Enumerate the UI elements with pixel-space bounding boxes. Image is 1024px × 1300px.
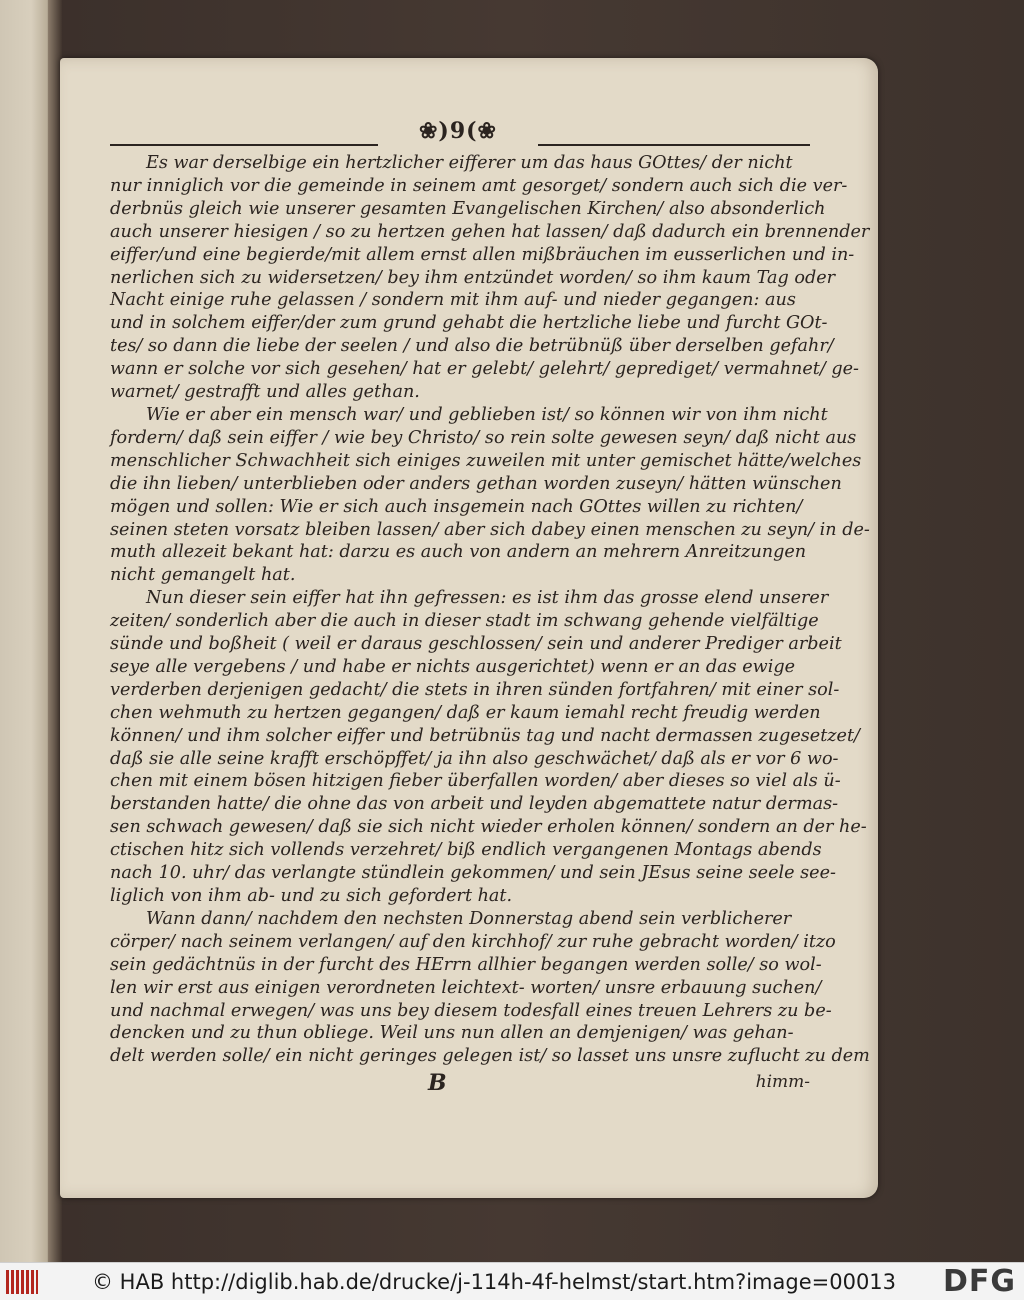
text-line: nach 10. uhr/ das verlangte stündlein gekommen/ und sein JEsus seine seele see- bbox=[110, 863, 836, 884]
body-text bbox=[110, 152, 870, 1068]
text-line: Es war derselbige ein hertzlicher eifferer um das haus GOttes/ der nicht bbox=[146, 153, 793, 173]
paragraph bbox=[110, 587, 867, 908]
text-line: seye alle vergebens / und habe er nichts ausgerichtet) wenn er an das ewige bbox=[110, 656, 796, 677]
text-line: Wann dann/ nachdem den nechsten Donnerstag abend sein verblicherer bbox=[146, 908, 792, 929]
header-rule-right bbox=[538, 144, 810, 146]
text-line: chen mit einem bösen hitzigen fieber überfallen worden/ aber dieses so viel als ü- bbox=[110, 771, 841, 792]
text-line: seinen steten vorsatz bleiben lassen/ aber sich dabey einen menschen zu seyn/ in de- bbox=[110, 519, 870, 540]
text-line: nicht gemangelt hat. bbox=[110, 565, 296, 586]
text-line: Nacht einige ruhe gelassen / sondern mit ihm auf- und nieder gegangen: aus bbox=[110, 290, 796, 311]
text-line: dencken und zu thun obliege. Weil uns nun allen an demjenigen/ was gehan- bbox=[110, 1023, 794, 1044]
text-line: eiffer/und eine begierde/mit allem ernst allen mißbräuchen im eusserlichen und in- bbox=[110, 244, 855, 265]
text-line: cörper/ nach seinem verlangen/ auf den kirchhof/ zur ruhe gebracht worden/ itzo bbox=[110, 931, 836, 952]
text-line: fordern/ daß sein eiffer / wie bey Christo/ so rein solte gewesen seyn/ daß nicht aus bbox=[110, 427, 857, 448]
page-foot bbox=[110, 1070, 810, 1096]
text-line: verderben derjenigen gedacht/ die stets in ihren sünden fortfahren/ mit einer sol- bbox=[110, 679, 840, 700]
text-line: Nun dieser sein eiffer hat ihn gefressen: es ist ihm das grosse elend unserer bbox=[146, 588, 829, 609]
catchword: himm- bbox=[755, 1072, 810, 1093]
viewer-footer bbox=[0, 1262, 1024, 1300]
text-line: nur inniglich vor die gemeinde in seinem amt gesorget/ sondern auch sich die ver- bbox=[110, 175, 848, 196]
text-line: sünde und boßheit ( weil er daraus geschlossen/ sein und anderer Prediger arbeit bbox=[110, 634, 842, 655]
paragraph bbox=[110, 908, 870, 1068]
signature-mark: B bbox=[428, 1070, 447, 1097]
text-line: liglich von ihm ab- und zu sich gefordert hat. bbox=[110, 886, 513, 906]
paragraph bbox=[110, 152, 870, 404]
text-line: die ihn lieben/ unterblieben oder anders gethan worden zuseyn/ hätten wünschen bbox=[110, 473, 842, 494]
text-line: auch unserer hiesigen / so zu hertzen gehen hat lassen/ daß dadurch ein brennender bbox=[110, 221, 870, 242]
text-line: delt werden solle/ ein nicht geringes gelegen ist/ so lasset uns unsre zuflucht zu dem bbox=[110, 1046, 870, 1067]
left-page-edge bbox=[0, 0, 52, 1262]
paragraph bbox=[110, 404, 870, 587]
page-header bbox=[110, 114, 810, 148]
dfg-logo: DFG bbox=[942, 1264, 1016, 1299]
text-line: len wir erst aus einigen verordneten leichtext- worten/ unsre erbauung suchen/ bbox=[110, 977, 822, 998]
text-line: und in solchem eiffer/der zum grund gehabt die hertzliche liebe und furcht GOt- bbox=[110, 313, 828, 334]
text-line: derbnüs gleich wie unserer gesamten Evangelischen Kirchen/ also absonderlich bbox=[110, 198, 826, 219]
text-line: und nachmal erwegen/ was uns bey diesem todesfall eines treuen Lehrers zu be- bbox=[110, 1000, 832, 1021]
copyright-link[interactable]: © HAB http://diglib.hab.de/drucke/j-114h-4f-helmst/start.htm?image=00013 bbox=[92, 1270, 897, 1294]
text-line: wann er solche vor sich gesehen/ hat er gelebt/ gelehrt/ geprediget/ vermahnet/ ge- bbox=[110, 359, 859, 380]
text-line: tes/ so dann die liebe der seelen / und also die betrübnüß über derselben gefahr/ bbox=[110, 336, 834, 357]
page-content bbox=[110, 114, 870, 1097]
library-barcode-icon bbox=[6, 1270, 38, 1294]
text-line: daß sie alle seine krafft erschöpffet/ ja ihn also geschwächet/ daß als er vor 6 wo- bbox=[110, 748, 839, 769]
text-line: nerlichen sich zu widersetzen/ bey ihm entzündet worden/ so ihm kaum Tag oder bbox=[110, 267, 836, 288]
text-line: muth allezeit bekant hat: darzu es auch von andern an mehrern Anreitzungen bbox=[110, 542, 807, 563]
text-line: zeiten/ sonderlich aber die auch in dieser stadt im schwang gehende vielfältige bbox=[110, 611, 819, 632]
text-line: ctischen hitz sich vollends verzehret/ biß endlich vergangenen Montags abends bbox=[110, 840, 822, 861]
text-line: Wie er aber ein mensch war/ und geblieben ist/ so können wir von ihm nicht bbox=[146, 404, 828, 425]
text-line: können/ und ihm solcher eiffer und betrübnüs tag und nacht dermassen zugesetzet/ bbox=[110, 725, 860, 746]
text-line: warnet/ gestrafft und alles gethan. bbox=[110, 382, 420, 403]
text-line: chen wehmuth zu hertzen gegangen/ daß er kaum iemahl recht freudig werden bbox=[110, 702, 821, 723]
text-line: mögen und sollen: Wie er sich auch insgemein nach GOttes willen zu richten/ bbox=[110, 496, 803, 517]
text-line: berstanden hatte/ die ohne das von arbeit und leyden abgemattete natur dermas- bbox=[110, 794, 839, 815]
text-line: sein gedächtnüs in der furcht des HErrn allhier begangen werden solle/ so wol- bbox=[110, 954, 822, 975]
document-page bbox=[60, 58, 878, 1198]
text-line: menschlicher Schwachheit sich einiges zuweilen mit unter gemischet hätte/welches bbox=[110, 450, 862, 471]
header-rule-left bbox=[110, 144, 378, 146]
text-line: sen schwach gewesen/ daß sie sich nicht wieder erholen können/ sondern an der he- bbox=[110, 817, 867, 838]
page-number: ❀)9(❀ bbox=[419, 118, 497, 144]
